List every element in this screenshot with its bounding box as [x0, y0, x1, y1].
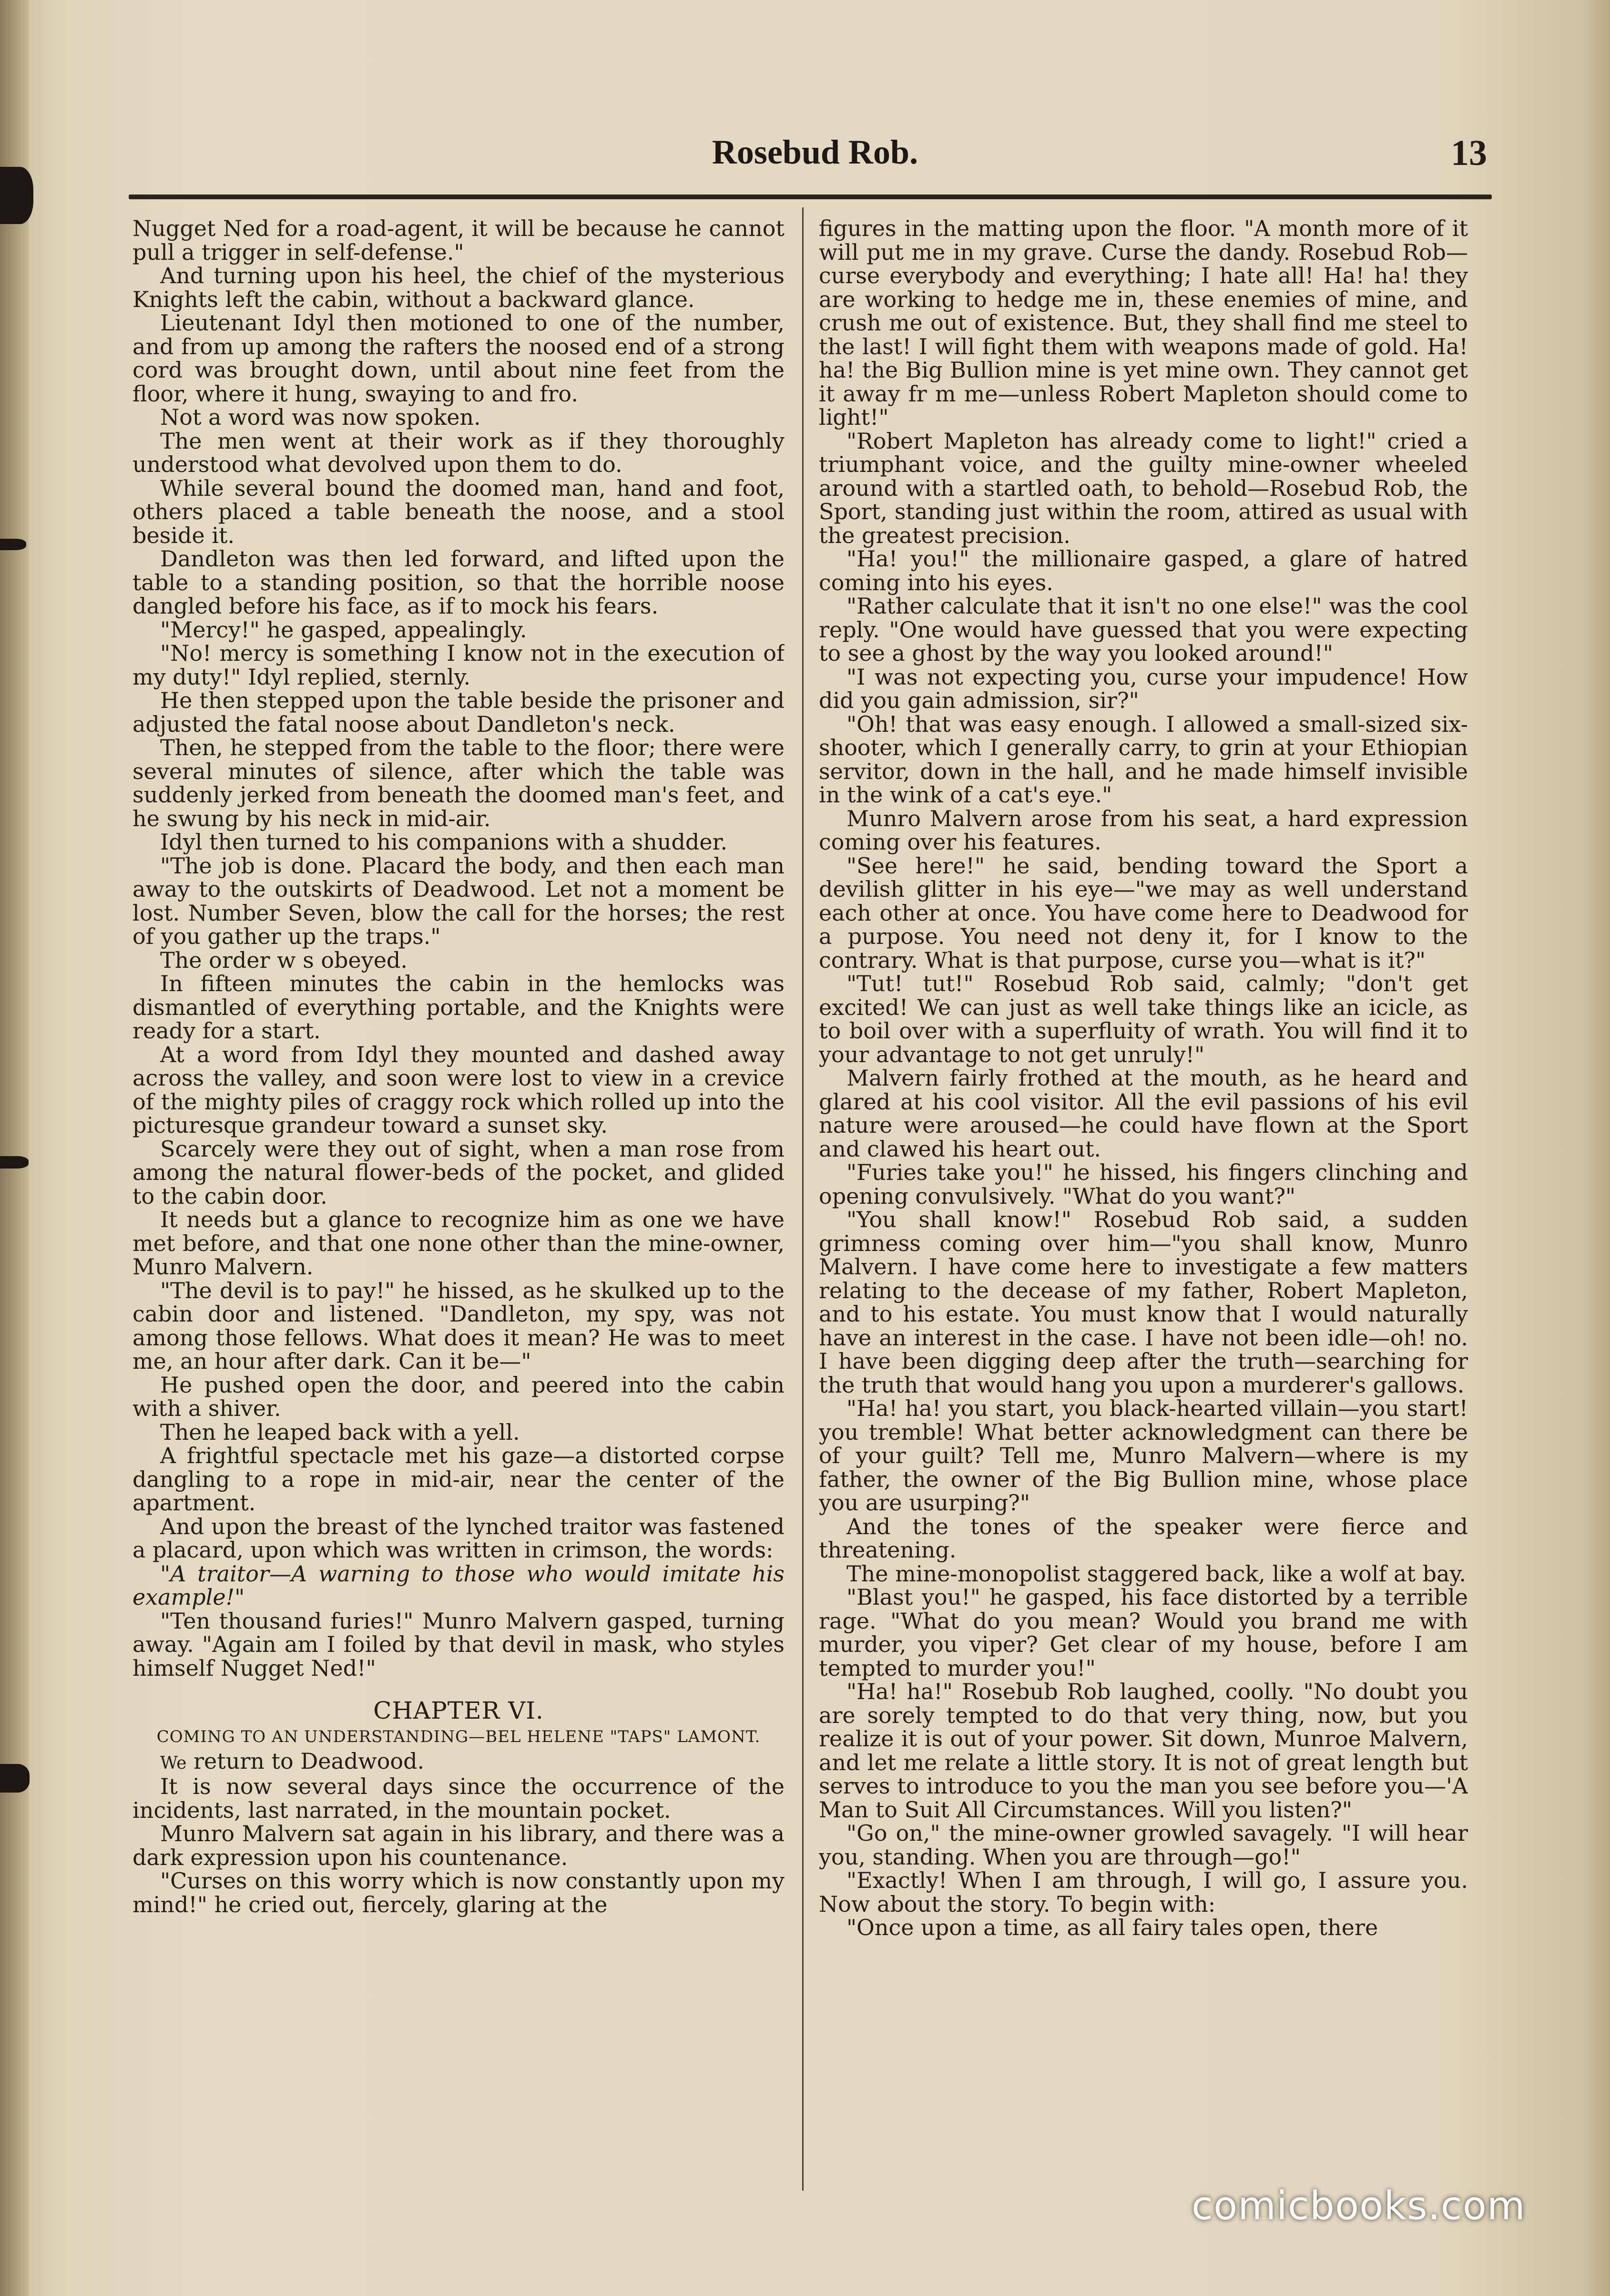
paragraph: In fifteen minutes the cabin in the hemlocks was dismantled of everything portable, and the Knights were ready for a start. — [132, 971, 785, 1044]
paragraph: He pushed open the door, and peered into the cabin with a shiver. — [132, 1372, 785, 1421]
paragraph: "Exactly! When I am through, I will go, I assure you. Now about the story. To begin with: — [819, 1867, 1468, 1917]
paragraph: "Ten thousand furies!" Munro Malvern gasped, turning away. "Again am I foiled by that devil in mask, who styles himself Nugget Ned!" — [132, 1608, 785, 1681]
paragraph: He then stepped upon the table beside the prisoner and adjusted the fatal noose about Dandleton's neck. — [132, 687, 785, 737]
paragraph: "Oh! that was easy enough. I allowed a small-sized six-shooter, which I generally carry, to grin at your Ethiopian servitor, down in the hall, and he made himself invisible in the wink of a cat's eye." — [819, 711, 1468, 808]
paragraph: And upon the breast of the lynched traitor was fastened a placard, upon which was written in crimson, the words: — [132, 1513, 785, 1563]
paragraph: "Ha! ha!" Rosebub Rob laughed, coolly. "No doubt you are sorely tempted to do that very thing, now, but you realize it is out of your power. Sit down, Munroe Malvern, and let me relate a little story. It is not of great length but serves to introduce to you the man you see before you—'A Man to Suit All Circumstances. Will you listen?" — [819, 1679, 1468, 1823]
paragraph: Dandleton was then led forward, and lifted upon the table to a standing position, so that the horrible noose dangled before his face, as if to mock his fears. — [132, 546, 785, 619]
page-tear — [0, 1156, 29, 1168]
paragraph: "Blast you!" he gasped, his face distorted by a terrible rage. "What do you mean? Would you brand me with murder, you viper? Get clear of my house, before I am tempted to murder you!" — [819, 1584, 1468, 1681]
paragraph: Lieutenant Idyl then motioned to one of the number, and from up among the rafters the noosed end of a strong cord was brought down, until about nine feet from the floor, where it hung, swaying to and fro. — [132, 310, 785, 407]
paragraph: Not a word was now spoken. — [160, 404, 481, 430]
paragraph: "Ha! you!" the millionaire gasped, a glare of hatred coming into his eyes. — [819, 546, 1468, 595]
paragraph: "Furies take you!" he hissed, his fingers clinching and opening convulsively. "What do you want?" — [819, 1159, 1468, 1209]
paragraph: "Tut! tut!" Rosebud Rob said, calmly; "don't get excited! We can just as well take things like an icicle, as to boil over with a superfluity of wrath. You will find it to your advantage to not get unruly!" — [819, 971, 1468, 1067]
paragraph: And turning upon his heel, the chief of the mysterious Knights left the cabin, without a backward glance. — [132, 263, 785, 312]
paragraph: "The devil is to pay!" he hissed, as he skulked up to the cabin door and listened. "Dandleton, my spy, was not among those fellows. What does it mean? He was to meet me, an hour after dark. Can it be—" — [132, 1277, 785, 1374]
page-tear — [0, 167, 33, 224]
paragraph: "Robert Mapleton has already come to light!" cried a triumphant voice, and the guilty mine-owner wheeled around with a startled oath, to behold—Rosebud Rob, the Sport, standing just within the room, attired as usual with the greatest precision. — [819, 428, 1468, 548]
running-head — [143, 133, 1487, 190]
paragraph: "Curses on this worry which is now constantly upon my mind!" he cried out, fiercely, glaring at the — [132, 1868, 785, 1917]
paragraph: "Rather calculate that it isn't no one else!" was the cool reply. "One would have guessed that you were expecting to see a ghost by the way you looked around!" — [819, 593, 1468, 666]
paragraph: Then he leaped back with a yell. — [160, 1419, 520, 1445]
paragraph: And the tones of the speaker were fierce and threatening. — [819, 1513, 1468, 1563]
chapter-subtitle: COMING TO AN UNDERSTANDING—BEL HELENE "TAPS" LAMONT. — [156, 1727, 761, 1746]
paragraph: Then, he stepped from the table to the floor; there were several minutes of silence, after which the table was suddenly jerked from beneath the doomed man's feet, and he swung by his neck in mid-air. — [132, 735, 785, 831]
binding-edge — [0, 0, 29, 2296]
paragraph: "Mercy!" he gasped, appealingly. — [160, 616, 527, 643]
paragraph: It needs but a glance to recognize him as one we have met before, and that one none other than the mine-owner, Munro Malvern. — [132, 1207, 785, 1280]
paragraph: "You shall know!" Rosebud Rob said, a sudden grimness coming over him—"you shall know, Munro Malvern. I have come here to investigate a few matters relating to the decease of my father, Robert Mapleton, and to his estate. You must know that I would naturally have an interest in the case. I have not been idle—oh! no. I have been digging deep after the truth—searching for the truth that would hang you upon a murderer's gallows. — [819, 1207, 1468, 1398]
paragraph: Munro Malvern sat again in his library, and there was a dark expression upon his countenance. — [132, 1821, 785, 1870]
paragraph: "Once upon a time, as all fairy tales open, there — [846, 1915, 1378, 1940]
placard-text: "A traitor—A warning to those who would imitate his example!" — [132, 1560, 785, 1610]
paragraph: "Ha! ha! you start, you black-hearted villain—you start! you tremble! What better acknowledgment can there be of your guilt? Tell me, Munro Malvern—where is my father, the owner of the Big Bullion mine, whose place you are usurping?" — [819, 1395, 1468, 1516]
right-column — [819, 217, 1468, 2219]
paragraph: Nugget Ned for a road-agent, it will be because he cannot pull a trigger in self-defense." — [132, 217, 785, 265]
paragraph: Scarcely were they out of sight, when a man rose from among the natural flower-beds of the pocket, and glided to the cabin door. — [132, 1136, 785, 1209]
paragraph: The mine-monopolist staggered back, like a wolf at bay. — [846, 1560, 1466, 1587]
paragraph: figures in the matting upon the floor. "A month more of it will put me in my grave. Curse the dandy. Rosebud Rob—curse everybody and everything; I hate all! Ha! ha! they are working to hedge me in, these enemies of mine, and crush me out of existence. But, they shall find me steel to the last! I will fight them with weapons made of gold. Ha! ha! the Big Bullion mine is yet mine own. They cannot get it away fr m me—unless Robert Mapleton should come to light!" — [819, 217, 1468, 430]
paragraph: Munro Malvern arose from his seat, a hard expression coming over his features. — [819, 805, 1468, 855]
watermark: comicbooks.com — [1192, 2183, 1526, 2229]
chapter-first-paragraph — [132, 1750, 785, 1775]
column-divider — [802, 207, 804, 2191]
paragraph: At a word from Idyl they mounted and dashed away across the valley, and soon were lost to view in a crevice of the mighty piles of craggy rock which rolled up into the picturesque grandeur toward a sunset sky. — [132, 1041, 785, 1138]
page-tear — [0, 539, 26, 550]
paragraph: While several bound the doomed man, hand and foot, others placed a table beneath the noose, and a stool beside it. — [132, 475, 785, 548]
paragraph: Malvern fairly frothed at the mouth, as he heard and glared at his cool visitor. All the evil passions of his evil nature were aroused—he could have flown at the Sport and clawed his heart out. — [819, 1065, 1468, 1162]
header-rule — [129, 195, 1492, 199]
paragraph: The men went at their work as if they thoroughly understood what devolved upon them to do. — [132, 428, 785, 477]
page-title: Rosebud Rob. — [712, 133, 918, 171]
paragraph: "See here!" he said, bending toward the Sport a devilish glitter in his eye—"we may as well understand each other at once. You have come here to Deadwood for a purpose. You need not deny it, for I know to the contrary. What is that purpose, curse you—what is it?" — [819, 852, 1468, 973]
paragraph: It is now several days since the occurrence of the incidents, last narrated, in the mountain pocket. — [132, 1773, 785, 1823]
chapter-first-word: We — [160, 1753, 187, 1773]
left-column — [132, 217, 785, 2219]
paragraph: "I was not expecting you, curse your impudence! How did you gain admission, sir?" — [819, 664, 1468, 713]
page-tear — [0, 1764, 30, 1793]
paragraph: Idyl then turned to his companions with a shudder. — [160, 829, 728, 855]
chapter-heading: CHAPTER VI. — [373, 1697, 544, 1724]
paragraph: "Go on," the mine-owner growled savagely. "I will hear you, standing. When you are through—go!" — [819, 1820, 1468, 1870]
paragraph: A frightful spectacle met his gaze—a distorted corpse dangling to a rope in mid-air, near the center of the apartment. — [132, 1443, 785, 1516]
paragraph: "No! mercy is something I know not in the execution of my duty!" Idyl replied, sternly. — [132, 640, 785, 690]
page-number: 13 — [1451, 133, 1487, 173]
paragraph: The order w s obeyed. — [160, 947, 408, 973]
chapter-first-rest: return to Deadwood. — [186, 1748, 425, 1774]
paragraph: "The job is done. Placard the body, and then each man away to the outskirts of Deadwood. Let not a moment be lost. Number Seven, blow the call for the horses; the rest of you gather up the traps." — [132, 852, 785, 949]
